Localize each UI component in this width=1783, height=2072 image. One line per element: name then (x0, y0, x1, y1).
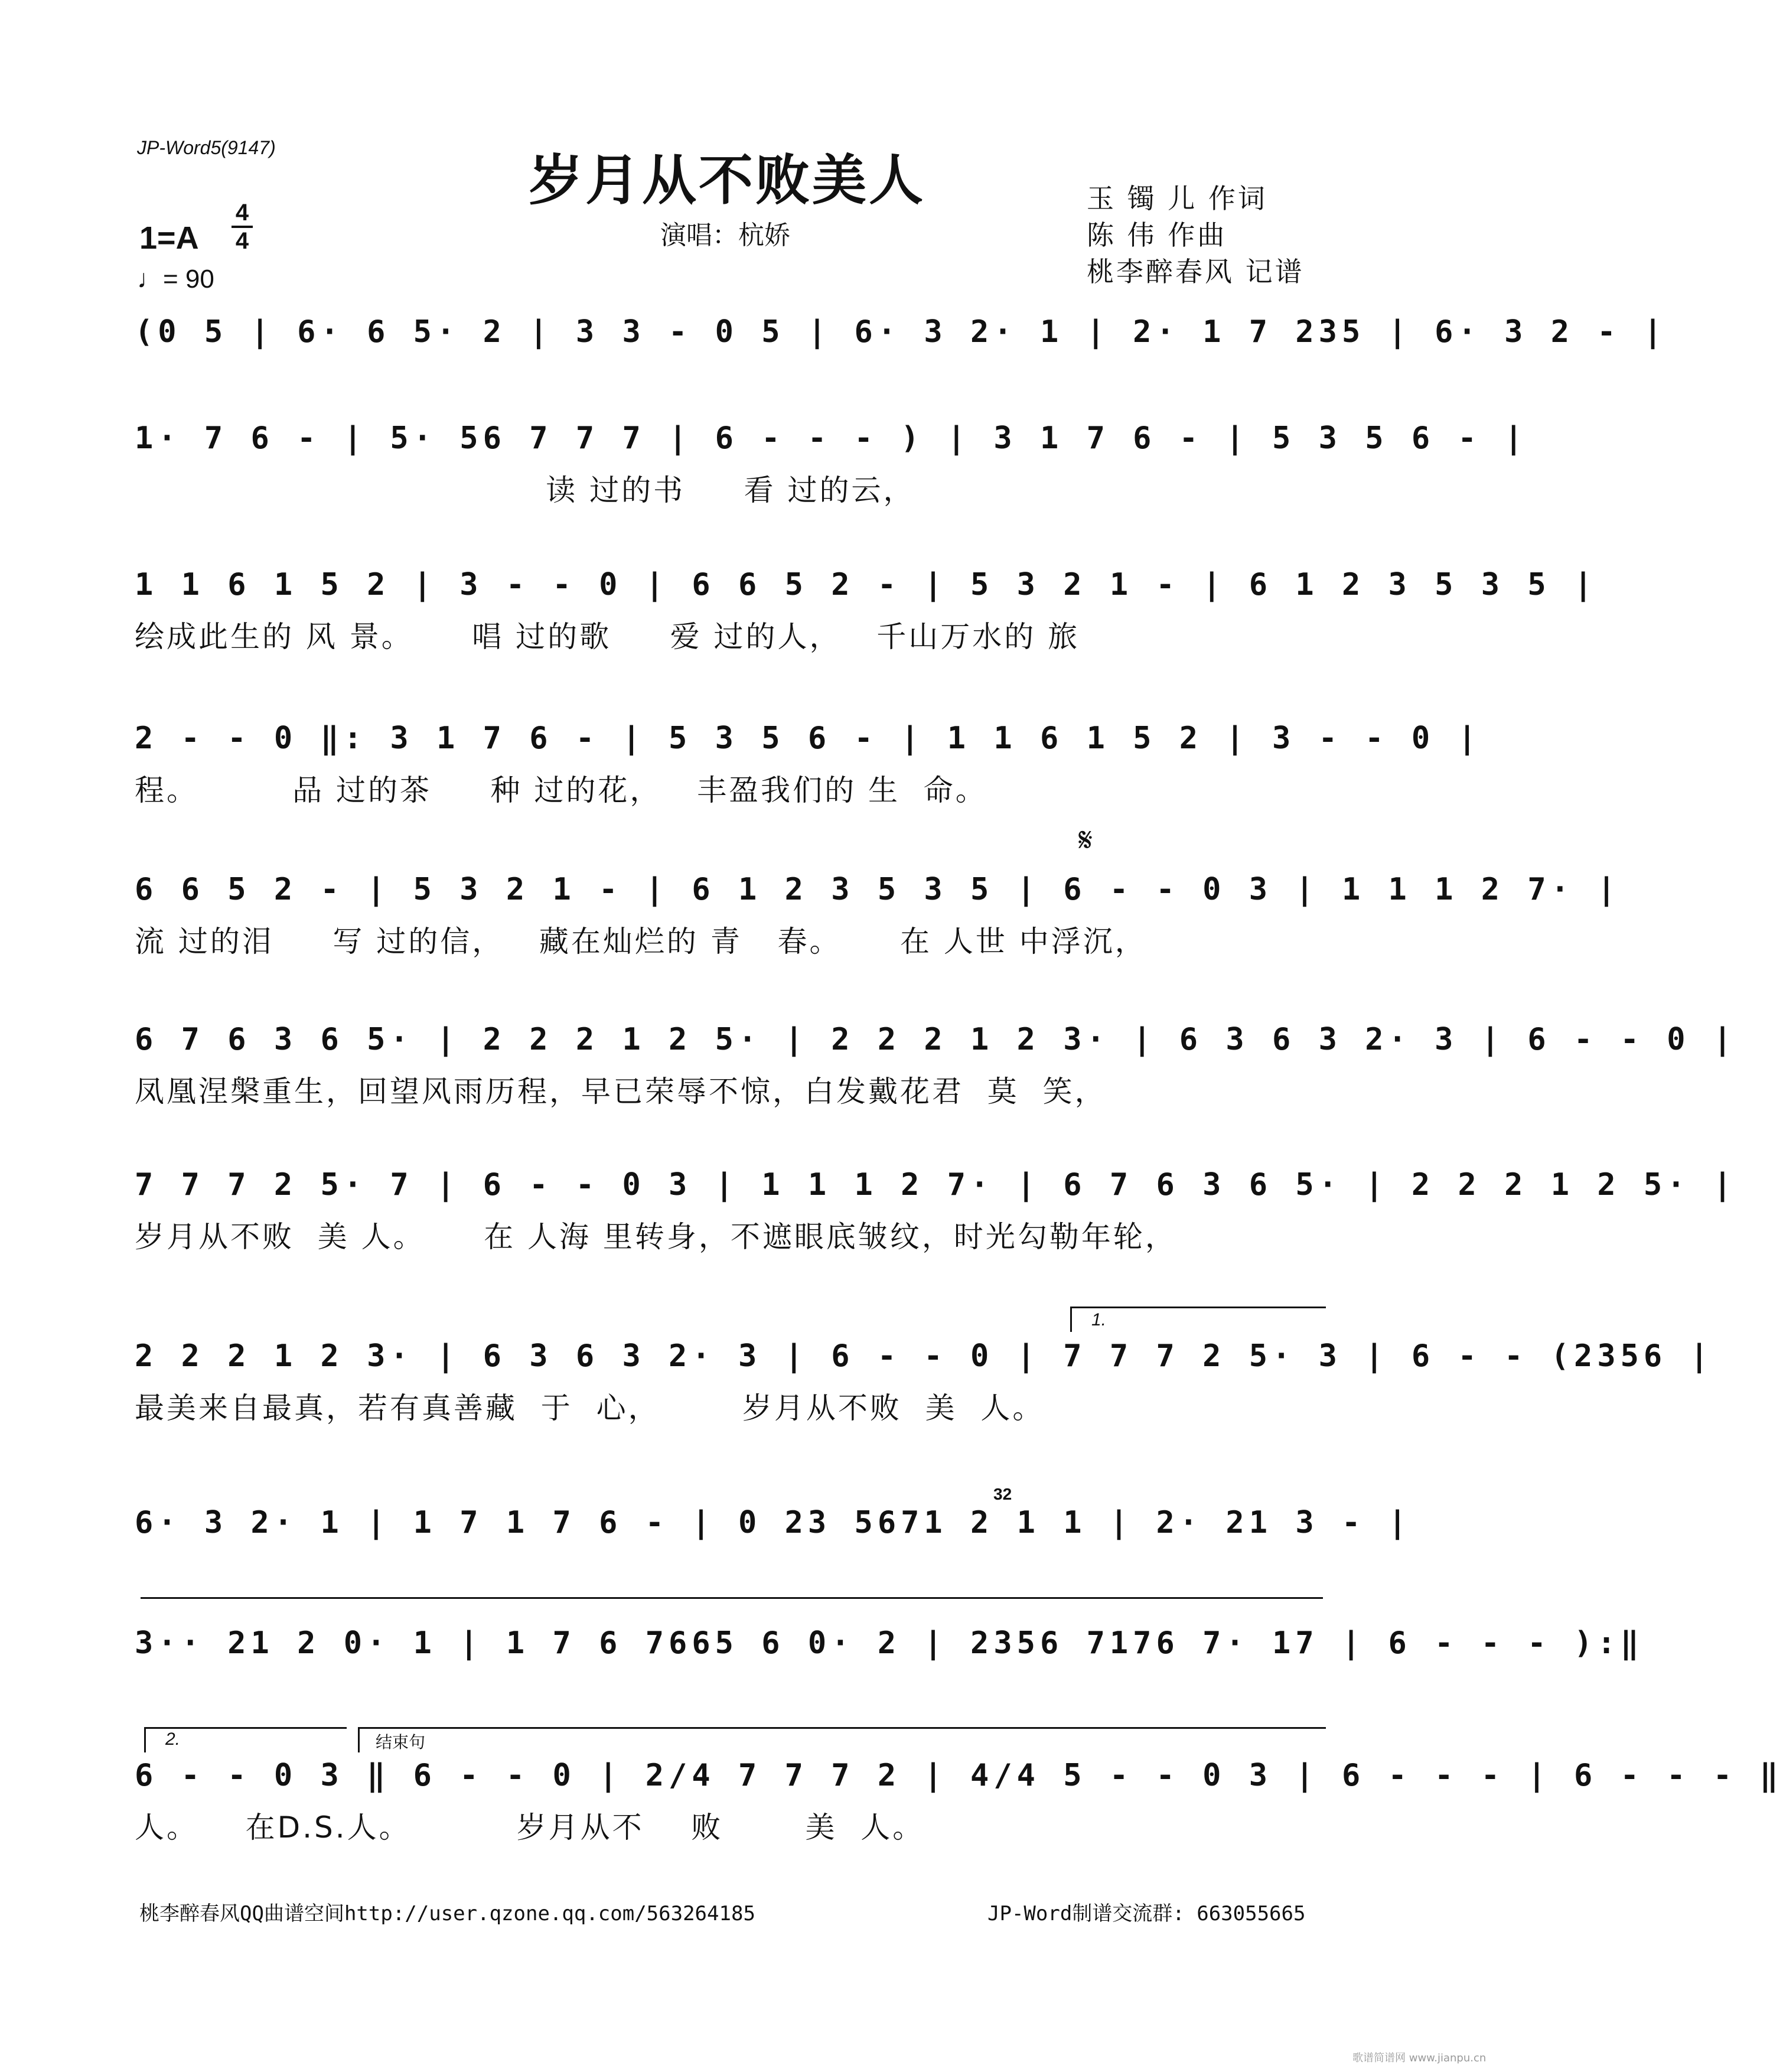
staff-line-9 (135, 1505, 1412, 1548)
coda-bracket (358, 1727, 1326, 1752)
time-signature (232, 201, 253, 253)
footer-left: 桃李醉春风QQ曲谱空间http://user.qzone.qq.com/563264185 (139, 1902, 755, 1926)
grace-note-marking: 32 (993, 1485, 1012, 1503)
notes-line-1: (0 5 | 6· 6 5· 2 | 3 3 - 0 5 | 6· 3 2· 1 | 2· 1 7 235 | 6· 3 2 - | (135, 314, 1667, 350)
song-title: 岁月从不败美人 (529, 148, 926, 212)
notes-line-7: 7 7 7 2 5· 7 | 6 - - 0 3 | 1 1 1 2 7· | 6 7 6 3 6 5· | 2 2 2 1 2 5· | (135, 1167, 1737, 1203)
time-signature-bottom: 4 (235, 228, 249, 254)
staff-line-3 (135, 567, 1598, 654)
staff-line-6 (135, 1022, 1737, 1109)
notes-line-3: 1 1 6 1 5 2 | 3 - - 0 | 6 6 5 2 - | 5 3 2 1 - | 6 1 2 3 5 3 5 | (135, 567, 1598, 602)
transcriber-credit: 桃李醉春风 记谱 (1087, 256, 1305, 288)
lyrics-line-6: 凤凰涅槃重生，回望风雨历程，早已荣辱不惊，白发戴花君 莫 笑， (135, 1074, 1107, 1109)
staff-line-5 (135, 872, 1621, 959)
software-label: JP-Word5(9147) (137, 137, 276, 158)
lyricist-credit: 玉 镯 儿 作词 (1087, 183, 1267, 214)
lyrics-line-4: 程。 品 过的茶 种 过的花， 丰盈我们的 生 命。 (135, 773, 987, 807)
notes-line-2: 1· 7 6 - | 5· 56 7 7 7 | 6 - - - ) | 3 1 7 6 - | 5 3 5 6 - | (135, 421, 1528, 456)
key-signature: 1=A (139, 220, 199, 256)
staff-line-4 (135, 721, 1481, 808)
watermark: 歌谱简谱网 www.jianpu.cn (1352, 2052, 1487, 2064)
lyrics-line-8: 最美来自最真，若有真善藏 于 心， 岁月从不败 美 人。 (135, 1391, 1045, 1425)
singer-credit: 演唱：杭娇 (660, 220, 790, 250)
notes-line-5: 6 6 5 2 - | 5 3 2 1 - | 6 1 2 3 5 3 5 | 6 - - 0 3 | 1 1 1 2 7· | (135, 872, 1621, 907)
volta-second-label: 2. (165, 1729, 181, 1749)
lyrics-line-7: 岁月从不败 美 人。 在 人海 里转身，不遮眼底皱纹，时光勾勒年轮， (135, 1220, 1177, 1254)
time-signature-top: 4 (235, 200, 249, 226)
staff-line-1 (135, 314, 1667, 366)
staff-line-7 (135, 1167, 1737, 1255)
composer-credit: 陈 伟 作曲 (1087, 219, 1227, 251)
volta-first-bracket (1070, 1307, 1326, 1332)
notes-line-8: 2 2 2 1 2 3· | 6 3 6 3 2· 3 | 6 - - 0 | 7 7 7 2 5· 3 | 6 - - (2356 | (135, 1338, 1713, 1374)
staff-line-10 (135, 1625, 1644, 1668)
notes-line-10: 3·· 21 2 0· 1 | 1 7 6 7665 6 0· 2 | 2356 7176 7· 17 | 6 - - - ):‖ (135, 1625, 1644, 1661)
notes-line-4: 2 - - 0 ‖: 3 1 7 6 - | 5 3 5 6 - | 1 1 6 1 5 2 | 3 - - 0 | (135, 721, 1481, 756)
notes-line-9: 6· 3 2· 1 | 1 7 1 7 6 - | 0 23 5671 2 1 1 | 2· 21 3 - | (135, 1505, 1412, 1540)
notes-line-11: 6 - - 0 3 ‖ 6 - - 0 | 2/4 7 7 7 2 | 4/4 5 - - 0 3 | 6 - - - | 6 - - - ‖ (135, 1758, 1783, 1793)
notes-line-6: 6 7 6 3 6 5· | 2 2 2 1 2 5· | 2 2 2 1 2 3· | 6 3 6 3 2· 3 | 6 - - 0 | (135, 1022, 1737, 1057)
coda-label: 结束句 (376, 1733, 426, 1751)
tempo-marking (137, 265, 214, 294)
lyrics-line-5: 流 过的泪 写 过的信， 藏在灿烂的 青 春。 在 人世 中浮沉， (135, 924, 1147, 959)
quarter-note-icon: ♩ (137, 265, 163, 294)
lyrics-line-2: 读 过的书 看 过的云， (135, 473, 915, 507)
segno-icon: 𝄋 (1078, 821, 1093, 859)
repeat-span-line (141, 1597, 1323, 1599)
staff-line-11 (135, 1758, 1783, 1845)
footer-right: JP-Word制谱交流群: 663055665 (987, 1902, 1306, 1926)
lyrics-line-3: 绘成此生的 风 景。 唱 过的歌 爱 过的人， 千山万水的 旅 (135, 620, 1080, 654)
volta-first-label: 1. (1091, 1310, 1107, 1330)
tempo-value: = 90 (163, 265, 214, 294)
staff-line-8 (135, 1338, 1713, 1426)
staff-line-2 (135, 421, 1528, 508)
lyrics-line-11: 人。 在D.S.人。 岁月从不 败 美 人。 (135, 1810, 925, 1845)
